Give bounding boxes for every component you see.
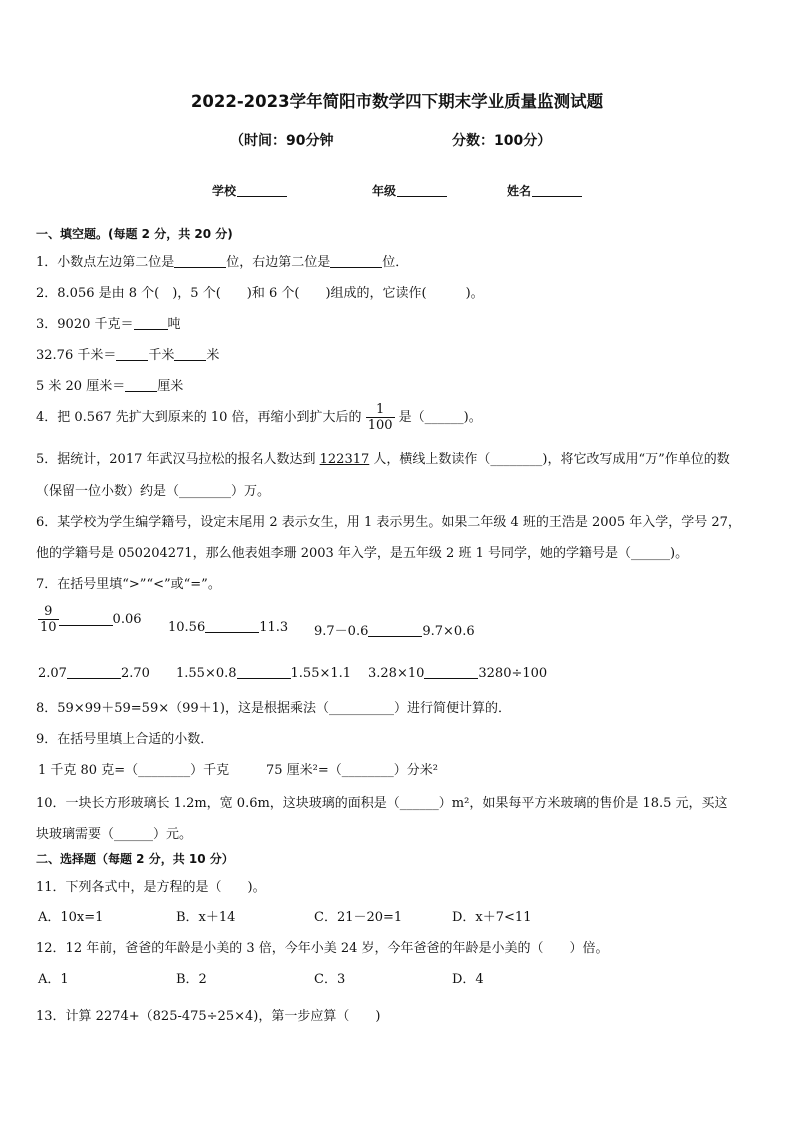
- question-4: 4．把 0.567 先扩大到原来的 10 倍，再缩小到扩大后的 $\frac{1}{100}$ 是（______)。: [36, 402, 482, 433]
- answer-blank[interactable]: [116, 348, 148, 361]
- option-c[interactable]: C．21－20=1: [314, 910, 403, 925]
- question-1: 1．小数点左边第二位是 位，右边第二位是 位．: [36, 255, 409, 270]
- option-c[interactable]: C．3: [314, 972, 346, 987]
- answer-blank[interactable]: [237, 666, 291, 679]
- name-blank[interactable]: [532, 196, 582, 197]
- compare-3: 9.7－0.6 9.7×0.6: [314, 624, 475, 639]
- option-d[interactable]: D．x＋7<11: [452, 910, 532, 925]
- name-field: [507, 182, 582, 199]
- section-1-heading: 一、填空题。(每题 2 分，共 20 分): [36, 227, 233, 241]
- compare-2: 10.56 11.3: [168, 620, 289, 635]
- school-blank[interactable]: [237, 196, 287, 197]
- grade-label: 年级: [372, 184, 397, 198]
- answer-blank[interactable]: [134, 317, 168, 330]
- exam-time: （时间：90分钟: [230, 133, 334, 149]
- section-2-heading: 二、选择题（每题 2 分，共 10 分）: [36, 852, 234, 866]
- question-11: 11．下列各式中，是方程的是（ )。: [36, 880, 266, 895]
- fraction: $\frac{1}{100}$: [367, 402, 393, 433]
- option-a[interactable]: A．10x=1: [38, 910, 104, 925]
- option-b[interactable]: B．x＋14: [176, 910, 236, 925]
- question-10a: 10．一块长方形玻璃长 1.2m，宽 0.6m，这块玻璃的面积是（______）m²，如果每平方米玻璃的售价是 18.5 元，买这: [36, 796, 728, 811]
- option-a[interactable]: A．1: [38, 972, 69, 987]
- question-6b: 他的学籍号是 050204271，那么他表姐李珊 2003 年入学，是五年级 2 班 1 号同学，她的学籍号是（______)。: [36, 546, 689, 561]
- question-5a: 5．据统计，2017 年武汉马拉松的报名人数达到 122317 人，横线上数读作（________)，将它改写成用“万”作单位的数: [36, 452, 730, 467]
- question-6a: 6．某学校为学生编学籍号，设定末尾用 2 表示女生，用 1 表示男生。如果二年级 4 班的王浩是 2005 年入学，学号 27，: [36, 515, 741, 530]
- school-field: [212, 182, 287, 199]
- question-3a: 3．9020 千克＝ 吨: [36, 317, 181, 332]
- compare-4: 2.07 2.70: [38, 666, 150, 681]
- compare-5: 1.55×0.8 1.55×1.1: [176, 666, 352, 681]
- exam-score: 分数：100分）: [452, 133, 552, 149]
- grade-field: [372, 182, 447, 199]
- question-2: 2．8.056 是由 8 个( )，5 个( )和 6 个( )组成的，它读作( )。: [36, 286, 484, 301]
- answer-blank[interactable]: [368, 624, 422, 637]
- question-9a: 1 千克 80 克=（________）千克: [38, 763, 230, 778]
- question-10b: 块玻璃需要（______）元。: [36, 827, 193, 842]
- question-3b: 32.76 千米＝ 千米 米: [36, 348, 220, 363]
- option-b[interactable]: B．2: [176, 972, 207, 987]
- question-9: 9．在括号里填上合适的小数．: [36, 732, 214, 747]
- question-12: 12．12 年前，爸爸的年龄是小美的 3 倍，今年小美 24 岁，今年爸爸的年龄是小美的（ ）倍。: [36, 941, 609, 956]
- question-5b: （保留一位小数）约是（________）万。: [36, 484, 271, 499]
- school-label: 学校: [212, 184, 237, 198]
- fraction: $\frac{9}{10}$: [40, 604, 57, 635]
- compare-6: 3.28×10 3280÷100: [368, 666, 548, 681]
- answer-blank[interactable]: [330, 255, 382, 268]
- answer-blank[interactable]: [205, 620, 259, 633]
- answer-blank[interactable]: [67, 666, 121, 679]
- compare-1: $\frac{9}{10}$ 0.06: [40, 604, 142, 635]
- option-d[interactable]: D．4: [452, 972, 484, 987]
- question-7: 7．在括号里填“>”“<”或“=”。: [36, 577, 221, 592]
- answer-blank[interactable]: [424, 666, 478, 679]
- answer-blank[interactable]: [174, 255, 226, 268]
- answer-blank[interactable]: [174, 348, 206, 361]
- page-title: 2022-2023学年简阳市数学四下期末学业质量监测试题: [190, 92, 604, 111]
- question-8: 8．59×99＋59=59×（99＋1)，这是根据乘法（__________）进行简便计算的．: [36, 701, 512, 716]
- question-3c: 5 米 20 厘米＝ 厘米: [36, 379, 184, 394]
- question-13: 13．计算 2274+（825-475÷25×4)，第一步应算（ ): [36, 1009, 381, 1024]
- grade-blank[interactable]: [397, 196, 447, 197]
- name-label: 姓名: [507, 184, 532, 198]
- answer-blank[interactable]: [59, 613, 113, 626]
- answer-blank[interactable]: [125, 379, 157, 392]
- question-9b: 75 厘米²=（________）分米²: [266, 763, 438, 778]
